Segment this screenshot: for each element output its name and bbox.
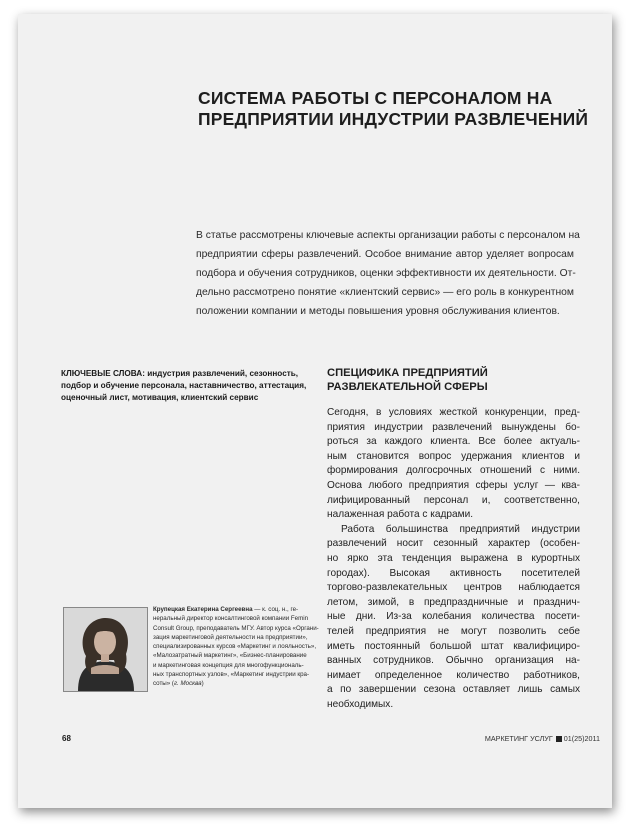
body-line: Работа большинства предприятий индустрии [341,523,580,535]
square-bullet-icon [556,736,562,742]
author-photo [63,607,148,692]
body-line: необходимых. [327,698,394,710]
body-line: но ярко эта тенденция выражена в курортных [327,552,580,564]
author-city: г. Москва [173,680,202,688]
keywords-text: оценочный лист, мотивация, клиентский сервис [61,393,259,402]
abstract-line: В статье рассмотрены ключевые аспекты организации работы с персоналом на [196,230,580,241]
body-line: ным становится вопрос удержания клиентов и [327,450,580,462]
body-line: летом, зимой, в предпраздничные и празднич- [327,596,580,608]
body-line: Основа любого предприятия сферы услуг — ква- [327,479,580,491]
section-heading-line: СПЕЦИФИКА ПРЕДПРИЯТИЙ [327,367,488,379]
journal-footer [485,734,600,743]
keywords-block [61,368,319,404]
author-bio-text: Consult Group, преподаватель МГУ. Автор курса «Органи- [153,624,319,632]
keywords-text: подбор и обучение персонала, наставничество, аттестация, [61,381,307,390]
author-bio-text: специализированных курсов «Маркетинг и лояльность», [153,643,317,651]
abstract-line: предприятии сферы развлечений. Особое внимание автор уделяет вопросам [196,249,574,260]
keywords-label: КЛЮЧЕВЫЕ СЛОВА: [61,369,145,378]
body-line: торгово-развлекательных центров наблюдается [327,582,580,594]
journal-issue: 01(25)2011 [563,734,600,743]
body-line: роться за каждого клиента. Все более актуаль- [327,436,580,448]
author-bio-text: и маркетинговая концепция для многофункциональ- [153,661,304,669]
author-bio-text: ных транспортных узлов», «Маркетинг индустрии кра- [153,671,310,679]
section-heading [327,366,577,394]
body-line: ванных сотрудников. Обычно организация на- [327,655,580,667]
author-bio [153,605,323,689]
page-number: 68 [62,734,71,743]
body-line: налаженная работа с кадрами. [327,509,474,521]
body-line: нимает определенное количество работников, [327,669,580,681]
title-line: ПРЕДПРИЯТИИ ИНДУСТРИИ РАЗВЛЕЧЕНИЙ [198,109,589,129]
body-line: иметь постоянный большой штат квалифициро- [327,640,580,652]
body-line: Сегодня, в условиях жесткой конкуренции, пред- [327,407,580,418]
section-heading-line: РАЗВЛЕКАТЕЛЬНОЙ СФЕРЫ [327,381,488,393]
body-line: развлечений носит сезонный характер (особен- [327,538,580,550]
body-line: формирования долгосрочных отношений с ними. [327,465,580,477]
author-bio-text: зация маркетинговой деятельности на предприятии», [153,633,308,641]
abstract-line: дельно рассмотрено понятие «клиентский сервис» — его роль в конкурентном [196,287,574,298]
section-body [327,406,580,712]
journal-name: МАРКЕТИНГ УСЛУГ [484,734,553,743]
abstract-line: подбора и обучения сотрудников, оценки эффективности их деятельности. От- [196,268,576,279]
author-bio-text: ) [201,680,204,688]
title-line: СИСТЕМА РАБОТЫ С ПЕРСОНАЛОМ НА [198,88,553,108]
article-title [198,88,589,130]
body-line: ные дни. Из-за колебания количества посети- [327,611,580,623]
author-bio-text: — к. соц. н., ге- [252,606,299,613]
author-portrait-image [64,608,147,691]
author-bio-text: неральный директор консалтинговой компании Femin [153,615,309,623]
body-line: телей предприятия не могут позволить себе [327,625,580,637]
body-line: а по завершении сезона оставляет лишь самых [327,684,580,696]
keywords-text: индустрия развлечений, сезонность, [147,369,299,378]
body-line: лифицированный персонал и, соответственно, [327,494,580,506]
author-bio-text: соты» ( [153,680,174,688]
body-line: городах). Высокая активность посетителей [327,567,580,579]
body-line: приятия индустрии развлечений вынуждены бо- [327,421,580,433]
author-name: Крупецкая Екатерина Сергеевна [153,606,253,613]
abstract-line: положении компании и методы повышения уровня обслуживания клиентов. [196,306,560,317]
article-abstract [196,226,580,321]
author-bio-text: «Малозатратный маркетинг», «Бизнес-планирование [153,652,307,660]
